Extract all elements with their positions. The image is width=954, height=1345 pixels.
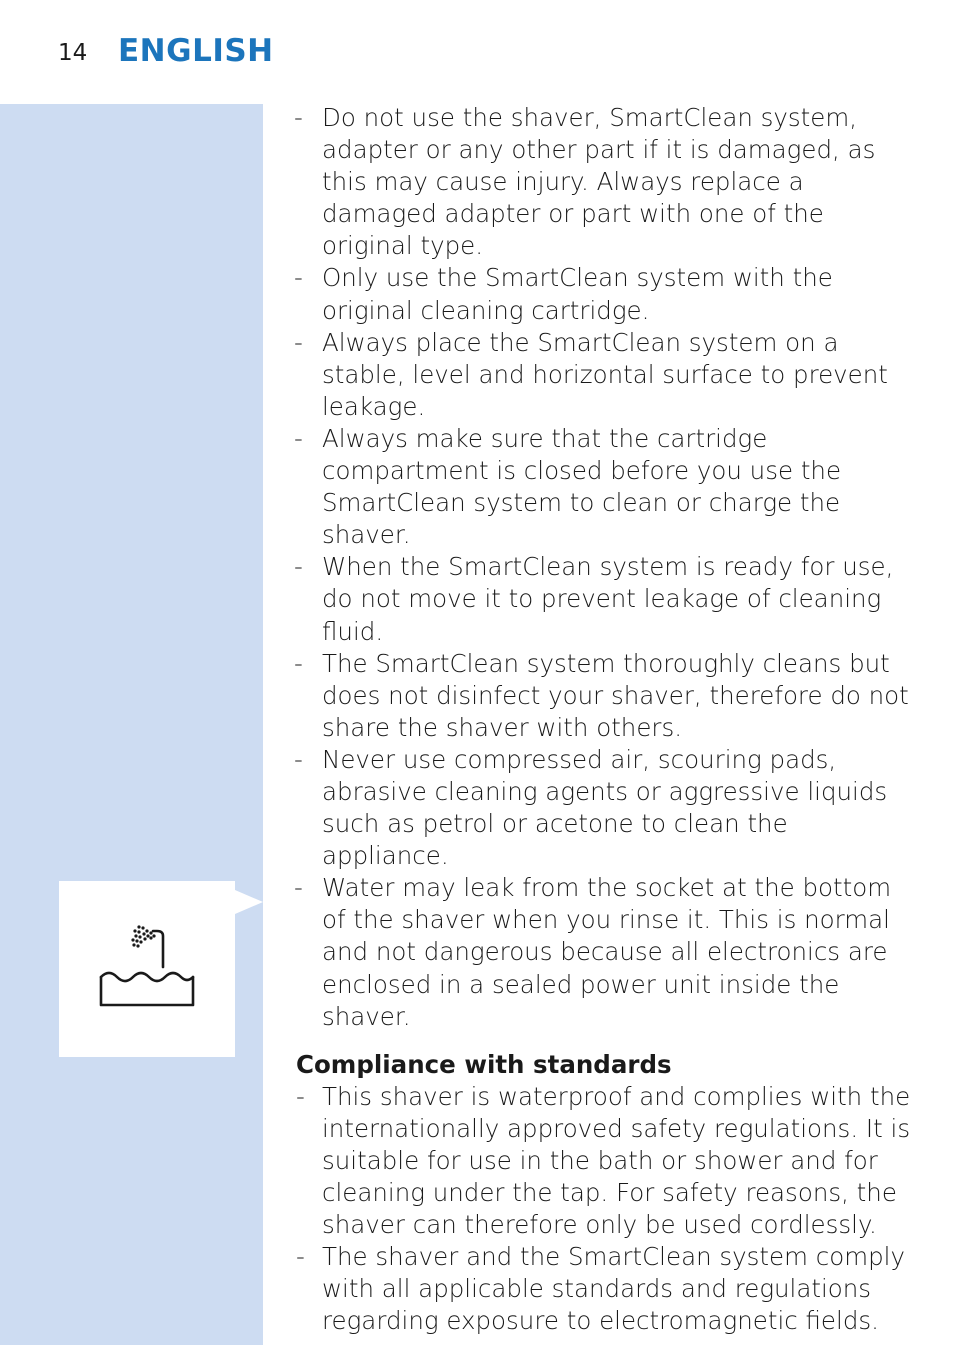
sidebar — [0, 104, 263, 1345]
main-content — [290, 102, 915, 1337]
list-item-text: Do not use the shaver, SmartClean system, adapter or any other part if it is damaged, as this may cause injury. Always replace a damaged adapter or part with one of the original type. — [322, 103, 876, 261]
bullet-dash: - — [296, 1081, 305, 1111]
list-item — [290, 262, 915, 326]
list-item-text: Water may leak from the socket at the bottom of the shaver when you rinse it. This is normal and not dangerous because all electronics are enclosed in a sealed power unit inside the shaver. — [322, 873, 892, 1031]
list-item-text: Only use the SmartClean system with the original cleaning cartridge. — [322, 263, 833, 325]
list-item — [290, 1241, 915, 1337]
list-item-text: Always place the SmartClean system on a stable, level and horizontal surface to prevent leakage. — [322, 327, 888, 421]
bullet-dash: - — [296, 1242, 305, 1272]
language-heading: ENGLISH — [118, 33, 274, 69]
bullet-dash: - — [294, 327, 303, 357]
compliance-list — [290, 1081, 915, 1338]
icon-pointer — [235, 890, 263, 914]
list-item-text: Never use compressed air, scouring pads, abrasive cleaning agents or aggressive liquids such as petrol or acetone to clean the appliance. — [322, 744, 888, 871]
list-item — [290, 744, 915, 872]
bullet-dash: - — [294, 423, 303, 453]
waterproof-bath-shower-icon — [59, 881, 235, 1057]
list-item-text: The shaver and the SmartClean system comply with all applicable standards and regulations regarding exposure to electromagnetic fields. — [322, 1242, 905, 1336]
page-number: 14 — [58, 40, 88, 66]
bullet-dash: - — [294, 103, 303, 132]
bullet-dash: - — [294, 744, 303, 774]
list-item-text: This shaver is waterproof and complies with the internationally approved safety regulations. It is suitable for use in the bath or shower and for cleaning under the tap. For safety reasons, the shaver can therefore only be used cordlessly. — [322, 1081, 911, 1240]
list-item-text: Always make sure that the cartridge compartment is closed before you use the SmartClean system to clean or charge the shaver. — [322, 423, 842, 550]
list-item — [290, 551, 915, 647]
list-item — [290, 1081, 915, 1241]
list-item — [290, 423, 915, 551]
list-item — [290, 102, 915, 262]
section-heading-compliance: Compliance with standards — [296, 1049, 672, 1079]
list-item — [290, 327, 915, 423]
icon-box — [59, 881, 235, 1057]
warnings-list — [290, 102, 915, 1033]
list-item-text: The SmartClean system thoroughly cleans but does not disinfect your shaver, therefore do not share the shaver with others. — [322, 648, 909, 742]
bullet-dash: - — [294, 648, 303, 678]
bullet-dash: - — [294, 263, 303, 293]
list-item — [290, 872, 915, 1032]
list-item — [290, 648, 915, 744]
bullet-dash: - — [294, 552, 303, 582]
list-item-text: When the SmartClean system is ready for use, do not move it to prevent leakage of cleaning fluid. — [322, 552, 894, 646]
bullet-dash: - — [294, 873, 303, 903]
